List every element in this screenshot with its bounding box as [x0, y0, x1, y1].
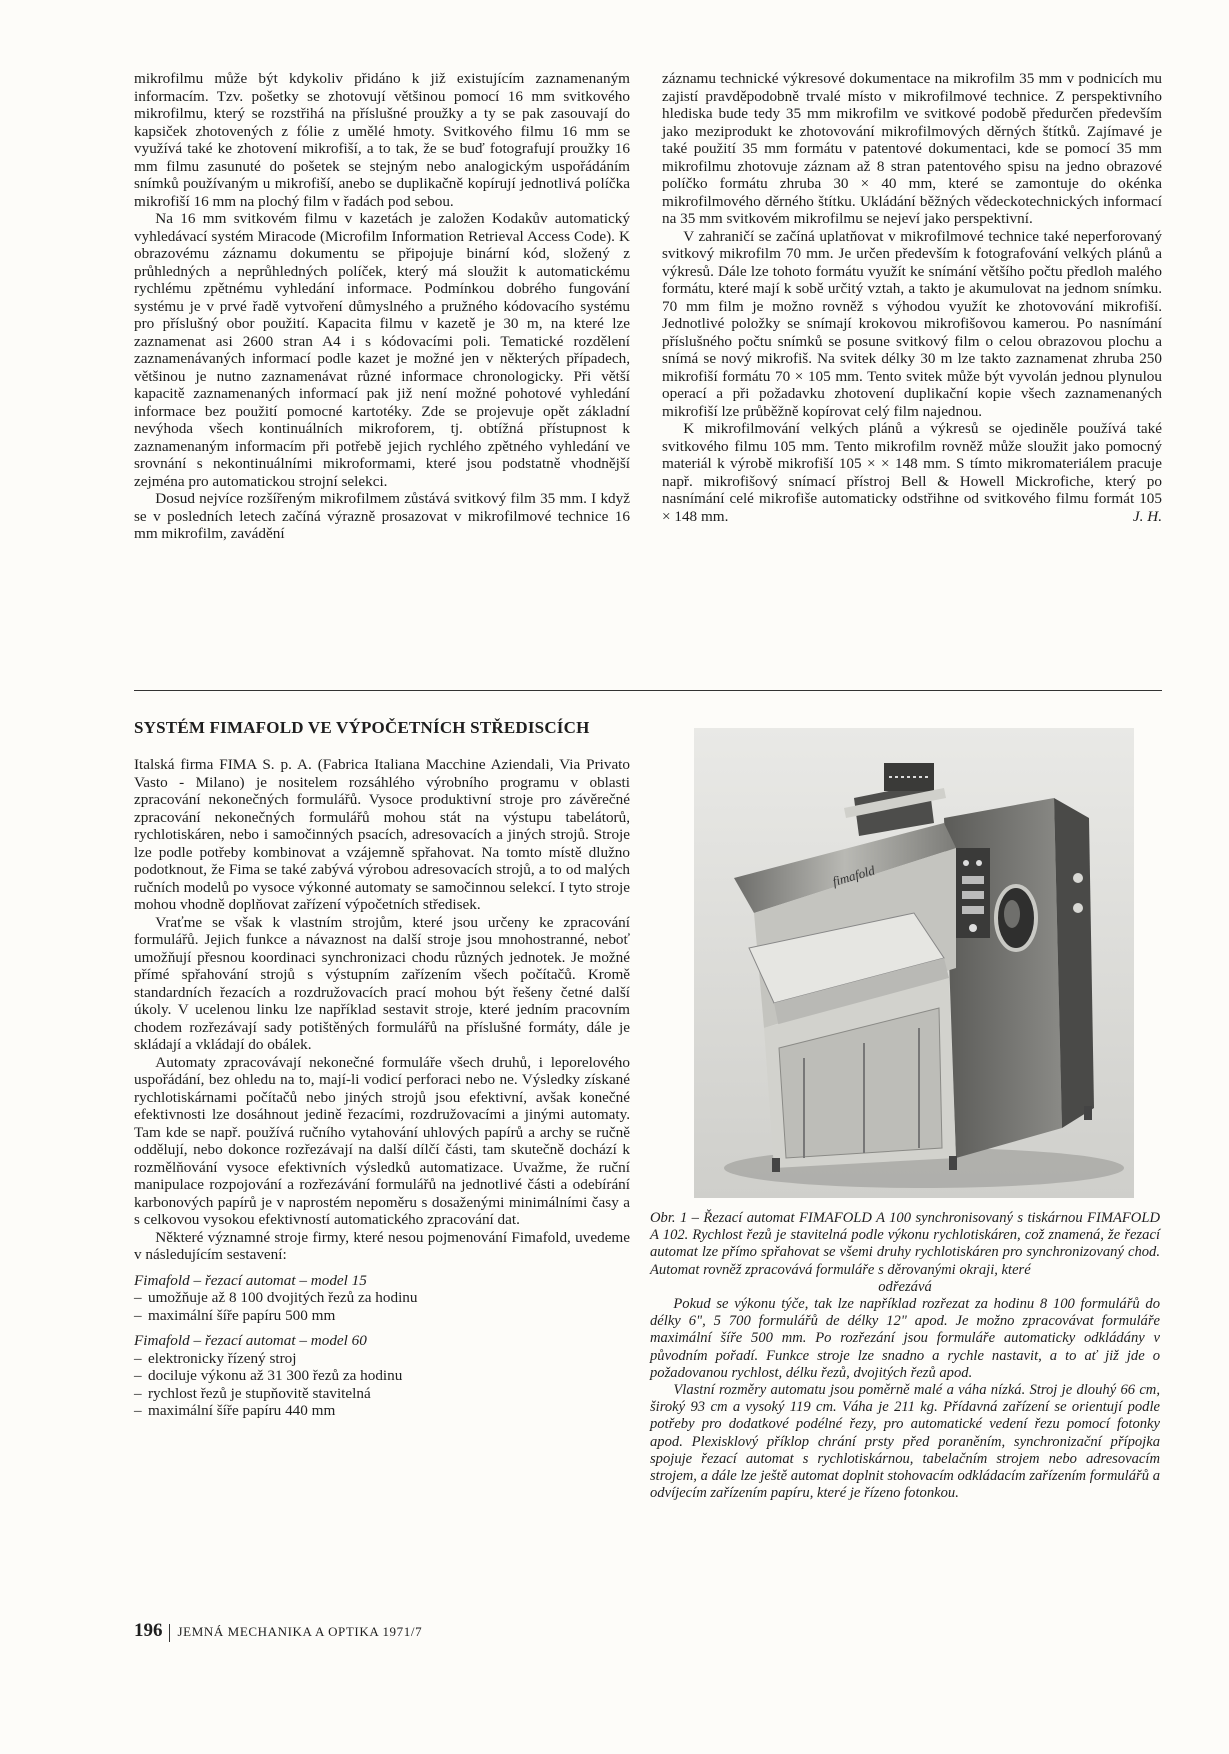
page-number: 196: [134, 1620, 163, 1641]
section-divider: [134, 690, 1162, 691]
machine-photo: [694, 728, 1134, 1198]
model-spec-list: [134, 1289, 630, 1324]
caption-paragraph: Obr. 1 – Řezací automat FIMAFOLD A 100 synchronisovaný s tiskárnou FIMAFOLD A 102. Rychlost řezů je stavitelná podle výkonu rychlotiskáren, což znamená, že řezací automat lze přímo spřahovat se všemi druhy rychlotiskáren pro synchronizovaný chod. Automat rovněž zpracovává formuláře s děrovanými okraji, které: [650, 1210, 1160, 1278]
body-paragraph: Automaty zpracovávají nekonečné formuláře všech druhů, i leporelového uspořádání, bez ohledu na to, mají-li vodicí perforaci nebo ne. Výsledky získané rychlotiskárnami počítačů nebo jiných strojů jsou efektivní, avšak konečné efektivnosti lze dosáhnout jedině řezacími, rozdružovacími a jinými automaty. Tam kde se např. používá ručního vytahování uhlových papírů a archy se ručně oddělují, nebo dokonce rozřezávají na další dílčí části, tam skutečně dochází k rozmělňování vysoce efektivních výsledků automatizace. Uvažme, že ruční manipulace rozpojování a rozřezávání formulářů na jednotlivé části a odebírání karbonových papírů je v naprostém nepoměru s dosaženými minimálními časy a s celkovou vysokou efektivností automatického zpracování dat.: [134, 1053, 630, 1228]
brand-plate: fimafold: [830, 862, 877, 889]
article-body: [134, 756, 630, 1420]
model-heading: Fimafold – řezací automat – model 60: [134, 1332, 367, 1349]
footer-separator: [169, 1624, 170, 1642]
caption-paragraph: Pokud se výkonu týče, tak lze například rozřezat za hodinu 8 100 formulářů do délky 6", 5 700 formulářů de délky 12" apod. Je možno zpracovávat formuláře maximální šíře 500 mm. Po rozřezání jsou formuláře automaticky odkládány v původním pořadí. Funkce stroje lze snadno a rychle nastavit, a to ať již jde o požadovanou rychlost, délku řezů, dvojitých řezů apod.: [650, 1296, 1160, 1381]
list-item: – elektronicky řízený stroj: [134, 1350, 630, 1368]
body-paragraph: Na 16 mm svitkovém filmu v kazetách je založen Kodakův automatický vyhledávací systém Miracode (Microfilm Information Retrieval Access Code). K obrazovému záznamu dokumentu se připojuje binární kód, složený z průhledných a neprůhledných políček, který má sloužit k automatickému rychlému zpětnému vyhledání informace. Podmínkou dobrého fungování systému je v prvé řadě vytvoření důmyslného a pružného kódovacího systému pro příslušný obor použití. Kapacita filmu v kazetě je 30 m, na které lze zaznamenat asi 2600 stran A4 i s kódovacími poli. Tematické rozdělení zaznamenávaných informací podle kazet je možné jen v některých případech, většinou je nutno zaznamenávat různé informace chronologicky. Při větší kapacitě zaznamenaných informací pak již není možné pohotové vyhledání informace bez použití pomocné kartotéky. Zde se projevuje opět základní nevýhoda všech kontinuálních mikroforem, tj. obtížná přístupnost k zaznamenaným informacím při potřebě jejich rychlého zpětného vyhledání ve srovnání s nekontinuálními mikroformami, které jsou podstatně vhodnější zejména pro automatickou strojní selekci.: [134, 210, 630, 490]
body-paragraph: záznamu technické výkresové dokumentace na mikrofilm 35 mm v podnicích mu zajistí pravděpodobně trvalé místo v mikrofilmové technice. Z perspektivního hlediska bude tedy 35 mm mikrofilm ve svitkové podobě předurčen především jako meziprodukt ke zhotovování mikrofilmových děrných štítků. Zajímavé je také použití 35 mm formátu v patentové dokumentaci, kde se pomocí 35 mm mikrofilmu zhotovuje záznam až 8 stran patentového spisu na jedno obrazové políčko formátu zhruba 30 × 40 mm, které se zamontuje do okénka mikrofilmového děrného štítku. Ukládání běžných vědeckotechnických informací na 35 mm svitkovém mikrofilmu se nejeví jako perspektivní.: [662, 70, 1162, 227]
list-item: – umožňuje až 8 100 dvojitých řezů za hodinu: [134, 1289, 630, 1307]
model-heading: Fimafold – řezací automat – model 15: [134, 1271, 367, 1289]
top-left-column: [134, 70, 630, 543]
list-item: – maximální šíře papíru 500 mm: [134, 1307, 630, 1325]
body-paragraph: Italská firma FIMA S. p. A. (Fabrica Italiana Macchine Aziendali, Via Privato Vasto - Milano) je nositelem rozsáhlého výrobního programu v oblasti zpracování nekonečných formulářů. Vysoce produktivní stroje pro závěrečné zpracování nekonečných formulářů mohou stát na výstupu tabelátorů, rychlotiskáren, nebo i samočinných psacích, adresovacích a jiných strojů. Stroje lze podle potřeby kombinovat a vzájemně spřahovat. Na tomto místě dlužno podotknout, že Fima se také zabývá výrobou adresovacích strojů, a to od malých ručních modelů po vysoce výkonné automaty se samočinnou selekcí. I tyto stroje mohou vhodně doplňovat zařízení výpočetních středisek.: [134, 756, 630, 913]
author-signature: J. H.: [1132, 507, 1162, 525]
caption-paragraph: odřezává: [878, 1278, 932, 1295]
figure-caption: [650, 1210, 1160, 1502]
article-title: SYSTÉM FIMAFOLD VE VÝPOČETNÍCH STŘEDISCÍCH: [134, 718, 590, 737]
journal-name: JEMNÁ MECHANIKA A OPTIKA 1971/7: [177, 1624, 423, 1639]
body-paragraph: Vraťme se však k vlastním strojům, které jsou určeny ke zpracování formulářů. Jejich funkce a návaznost na další stroje jsou mnohostranné, neboť umožňují přesnou koordinaci synchronizaci chodu různých jednotek. Je možné přímé spřahování strojů s výstupním zařízením všech počítačů. Kromě standardních řezacích a rozdružovacích prací mohou být řešeny četné další úkoly. V ucelenou linku lze například sestavit stroje, které jedním pracovním chodem rozřezávají sady potištěných formulářů na příslušné formáty, dále je skládají a vkládají do obálek.: [134, 913, 630, 1053]
page-footer: [134, 1620, 422, 1642]
top-right-column: [662, 70, 1162, 525]
model-spec-list: [134, 1350, 630, 1420]
body-paragraph: Dosud nejvíce rozšířeným mikrofilmem zůstává svitkový film 35 mm. I když se v posledních letech začíná výrazně prosazovat v mikrofilmové technice 16 mm mikrofilm, zavádění: [134, 490, 630, 542]
body-paragraph: Některé významné stroje firmy, které nesou pojmenování Fimafold, uvedeme v následujícím sestavení:: [134, 1228, 630, 1263]
body-paragraph: V zahraničí se začíná uplatňovat v mikrofilmové technice také neperforovaný svitkový mikrofilm 70 mm. Je určen především k fotografování velkých plánů a výkresů. Dále lze tohoto formátu využít ke snímání většího počtu předloh malého formátu, které mají k sobě určitý vztah, a takto je akumulovat na jednom snímku. 70 mm film je možno rovněž s výhodou využít ke zhotovování mikrofiší. Jednotlivé položky se snímají krokovou mikrofišovou kamerou. Po nasnímání příslušného počtu snímků se posune svitkový film o celou obrazovou plochu a snímá se nový mikrofiš. Na svitek délky 30 m lze takto zaznamenat zhruba 250 mikrofiší formátu 70 × 105 mm. Tento svitek může být vyvolán jednou plynulou operací a při požadavku zhotovení duplikační kopie všech zaznamenaných mikrofiší lze průběžně kopírovat celý film najednou.: [662, 227, 1162, 420]
list-item: – dociluje výkonu až 31 300 řezů za hodinu: [134, 1367, 630, 1385]
list-item: – rychlost řezů je stupňovitě stavitelná: [134, 1385, 630, 1403]
body-paragraph: [662, 420, 1162, 525]
cutting-machine-illustration: [694, 728, 1134, 1198]
body-paragraph: mikrofilmu může být kdykoliv přidáno k již existujícím zaznamenaným informacím. Tzv. pošetky se zhotovují většinou pomocí 16 mm svitkového mikrofilmu, který se rozstřihá na příslušné proužky a ty se pak zasouvají do kapsiček zhotovených z fólie z umělé hmoty. Svitkového filmu 16 mm se využívá také ke zhotovení mikrofiší, a to tak, že se buď fotografují proužky 16 mm filmu zasunuté do pošetek se stejným nebo analogickým uspořádáním snímků používaným u mikrofiší, anebo se duplikačně kopírují jednotlivá políčka mikrofiší 16 mm na plochý film v řadách pod sebou.: [134, 70, 630, 210]
caption-paragraph: Vlastní rozměry automatu jsou poměrně malé a váha nízká. Stroj je dlouhý 66 cm, široký 93 cm a vysoký 119 cm. Váha je 211 kg. Přídavná zařízení se orientují podle potřeby pro dodatkové podélné řezy, pro automatické vedení řezu pomocí fotonky apod. Plexisklový příklop chrání prsty před poraněním, synchronizační přípojka spojuje řezací automat s rychlotiskárnou, tabelačním strojem nebo adresovacím strojem, a dále lze ještě automat doplnit stohovacím odkládacím zařízením formulářů a odvíjecím zařízením papíru, které je řízeno fotonkou.: [650, 1382, 1160, 1502]
list-item: – maximální šíře papíru 440 mm: [134, 1402, 630, 1420]
body-text: K mikrofilmování velkých plánů a výkresů se ojediněle používá také svitkového filmu 105 mm. Tento mikrofilm rovněž může sloužit jako pomocný materiál k výrobě mikrofiší 105 × × 148 mm. S tímto mikromateriálem pracuje např. mikrofišový snímací přístroj Bell & Howell Mickrofiche, který po nasnímání celé mikrofiše automaticky odstřihne od svitkového filmu formát 105 × 148 mm.: [662, 420, 1162, 525]
